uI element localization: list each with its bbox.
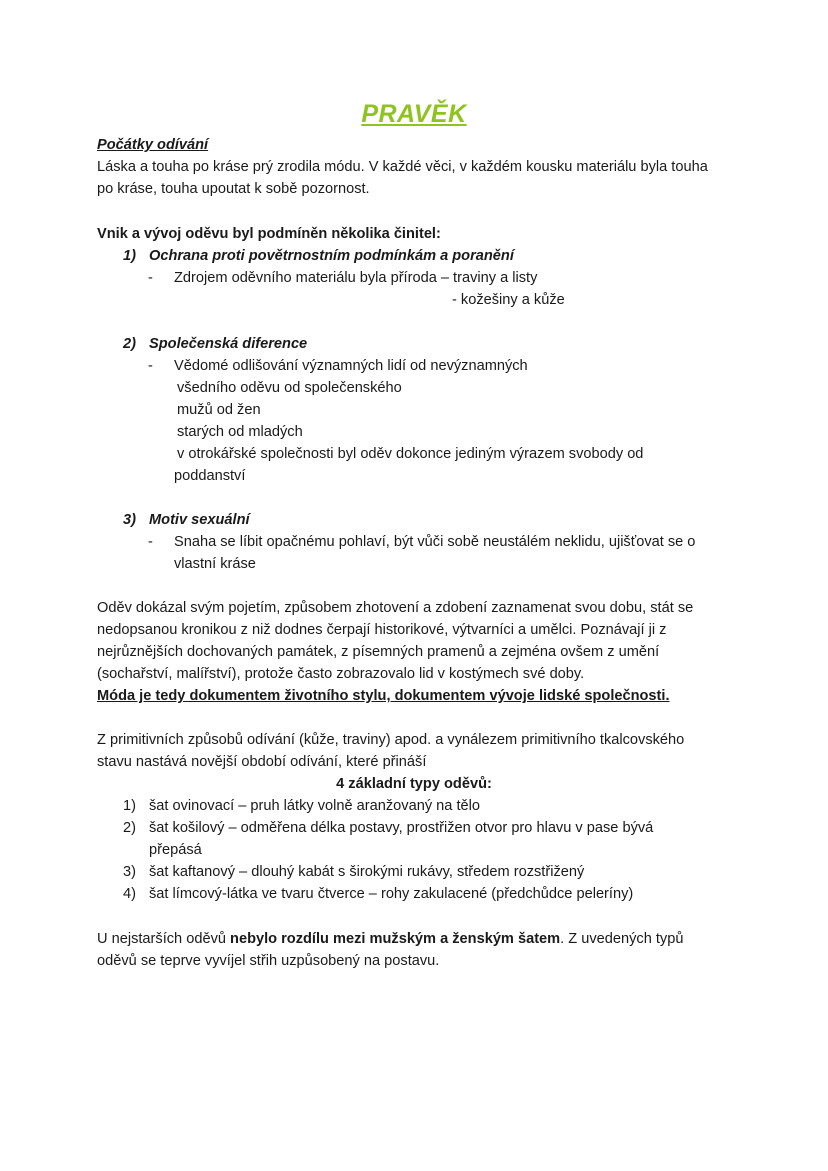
type-item: 4) šat límcový-látka ve tvaru čtverce – rohy zakulacené (předchůdce peleríny)	[123, 883, 633, 905]
factors-heading: Vnik a vývoj oděvu byl podmíněn několika činitel:	[97, 226, 441, 242]
types-heading: 4 základní typy oděvů:	[336, 776, 492, 792]
section-heading: Počátky odívání	[97, 137, 209, 153]
type-number: 2)	[123, 820, 136, 836]
factor-title: Motiv sexuální	[149, 512, 250, 528]
conclusion-line: U nejstarších oděvů nebylo rozdílu mezi mužským a ženským šatem. Z uvedených typů	[97, 931, 684, 947]
dash-bullet: -	[148, 358, 153, 374]
paragraph-line: (sochařství, malířství), protože často zobrazovalo lid v kostýmech své doby.	[97, 666, 585, 682]
factor-number: 3)	[123, 512, 136, 528]
paragraph-line: nejrůznějších dochovaných památek, z písemných pramenů a zejména ovšem z umění	[97, 644, 660, 660]
type-number: 1)	[123, 798, 136, 814]
type-item: 3) šat kaftanový – dlouhý kabát s širokými rukávy, středem rozstřižený	[123, 861, 584, 883]
factor-title: Společenská diference	[149, 336, 308, 352]
factor-line: - kožešiny a kůže	[452, 292, 565, 308]
intro-line: po kráse, touha upoutat k sobě pozornost.	[97, 181, 370, 197]
dash-bullet: -	[148, 270, 153, 286]
factor-line: starých od mladých	[177, 424, 303, 440]
type-number: 4)	[123, 886, 136, 902]
factor-line: v otrokářské společnosti byl oděv dokonce jediným výrazem svobody od	[177, 446, 644, 462]
factor-line: - Zdrojem oděvního materiálu byla příroda – traviny a listy	[148, 267, 537, 289]
factor-number: 1)	[123, 248, 136, 264]
dash-bullet: -	[148, 534, 153, 550]
intro-line: Láska a touha po kráse prý zrodila módu. V každé věci, v každém kousku materiálu byla touha	[97, 159, 708, 175]
factor-line: - Snaha se líbit opačnému pohlaví, být vůči sobě neustálém neklidu, ujišťovat se o	[148, 531, 695, 553]
paragraph-line: Z primitivních způsobů odívání (kůže, traviny) apod. a vynálezem primitivního tkalcovského	[97, 732, 685, 748]
factor-number: 2)	[123, 336, 136, 352]
type-number: 3)	[123, 864, 136, 880]
conclusion-bold: nebylo rozdílu mezi mužským a ženským šatem	[230, 931, 561, 947]
factor-line: mužů od žen	[177, 402, 261, 418]
factor-title: Ochrana proti povětrnostním podmínkám a poranění	[149, 248, 514, 264]
page-title: PRAVĚK	[361, 100, 467, 128]
factor-line: vlastní kráse	[174, 556, 256, 572]
factor-item	[123, 245, 514, 267]
factor-line: poddanství	[174, 468, 246, 484]
factor-line: všedního oděvu od společenského	[177, 380, 402, 396]
conclusion-line: oděvů se teprve vyvíjel střih uzpůsobený na postavu.	[97, 953, 440, 969]
factor-item	[123, 509, 250, 531]
paragraph-line: nedopsanou kronikou z niž dodnes čerpají historikové, výtvarníci a umělci. Poznávají ji z	[97, 622, 667, 638]
type-item: 2) šat košilový – odměřena délka postavy, prostřižen otvor pro hlavu v pase bývá	[123, 817, 653, 839]
factor-item	[123, 333, 307, 355]
factor-line: - Vědomé odlišování významných lidí od nevýznamných	[148, 355, 528, 377]
emphasis-statement: Móda je tedy dokumentem životního stylu, dokumentem vývoje lidské společnosti.	[97, 688, 670, 704]
paragraph-line: stavu nastává novější období odívání, které přináší	[97, 754, 427, 770]
type-item-continuation: přepásá	[149, 842, 202, 858]
paragraph-line: Oděv dokázal svým pojetím, způsobem zhotovení a zdobení zaznamenat svou dobu, stát se	[97, 600, 694, 616]
type-item: 1) šat ovinovací – pruh látky volně aranžovaný na tělo	[123, 795, 480, 817]
